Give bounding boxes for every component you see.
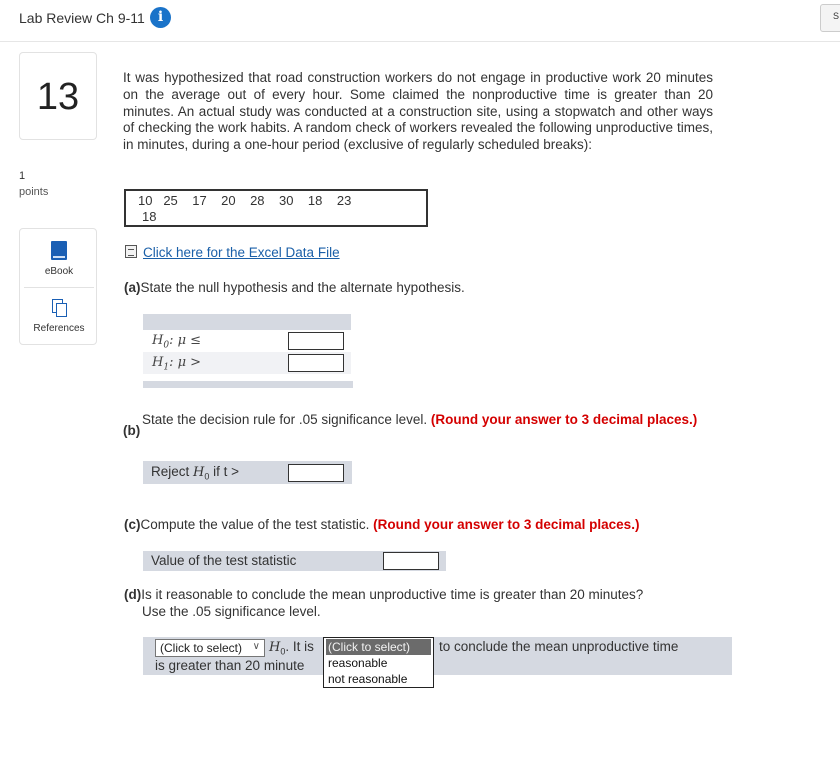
problem-text: It was hypothesized that road construction workers do not engage in productive work 20 minutes on the average out of every hour. Some claimed the nonproductive time is greater than 20 minutes. An actual study was conducted at a construction site, using a stopwatch and other ways of checking the work habits. A random check of workers revealed the following unproductive times, in minutes, during a one-hour period (exclusive of regularly scheduled breaks): [123, 70, 713, 153]
assignment-title: Lab Review Ch 9-11 [19, 10, 145, 26]
data-value: 23 [336, 193, 352, 208]
data-value: 17 [192, 193, 207, 208]
data-row-1 [138, 193, 351, 208]
dropdown-option-placeholder[interactable]: (Click to select) [326, 639, 431, 655]
part-c-rounding-note: (Round your answer to 3 decimal places.) [373, 517, 640, 532]
test-statistic-label: Value of the test statistic [151, 553, 297, 568]
reject-decision-value: (Click to select) [160, 641, 243, 655]
part-d-significance: Use the .05 significance level. [142, 604, 321, 619]
ebook-button[interactable] [20, 241, 98, 277]
table-header-bar [143, 314, 351, 330]
alternate-hypothesis-label: $H_1$: μ > [152, 355, 202, 373]
alternate-hypothesis-row [143, 352, 351, 374]
part-d-label: (d) [124, 587, 142, 602]
reasonable-dropdown-list[interactable] [323, 637, 434, 688]
part-a-text: State the null hypothesis and the alternate hypothesis. [140, 280, 465, 295]
copy-documents-icon [50, 298, 68, 317]
points-label: points [19, 186, 49, 198]
hypothesis-table [143, 314, 353, 388]
reject-decision-select[interactable] [155, 639, 265, 657]
data-value: 18 [307, 193, 323, 208]
part-b-label: (b) [123, 423, 141, 438]
part-c-text: Compute the value of the test statistic. [140, 517, 374, 532]
data-value: 10 [138, 193, 153, 208]
top-right-button[interactable]: S [820, 4, 840, 32]
data-value: 30 [279, 193, 294, 208]
table-footer-bar [143, 381, 353, 388]
part-d-question: Is it reasonable to conclude the mean unproductive time is greater than 20 minutes? [141, 587, 644, 602]
critical-value-input[interactable] [288, 464, 344, 482]
test-statistic-input[interactable] [383, 552, 439, 570]
excel-file-link[interactable] [125, 245, 340, 260]
data-table [124, 189, 428, 227]
conclusion-row [143, 637, 732, 675]
null-hypothesis-label: $H_0$: μ ≤ [152, 333, 202, 351]
null-hypothesis-row [143, 330, 351, 352]
part-b-prompt [142, 411, 714, 429]
part-a-prompt [124, 280, 465, 295]
conclusion-h0-text: $H_0$. It is [269, 639, 314, 657]
references-label: References [33, 323, 85, 334]
points-value: 1 [19, 170, 26, 182]
dropdown-option-not-reasonable[interactable]: not reasonable [328, 672, 408, 686]
part-d-prompt [124, 586, 724, 620]
chevron-down-icon: ∨ [252, 641, 260, 652]
null-hypothesis-input[interactable] [288, 332, 344, 350]
resources-panel [19, 228, 97, 345]
decision-rule-label: Reject $H_0$ if t > [151, 464, 240, 482]
test-statistic-row [143, 551, 446, 571]
part-b-text: State the decision rule for .05 significance level. [142, 412, 431, 427]
ebook-label: eBook [44, 266, 74, 277]
panel-divider [24, 287, 94, 288]
alternate-hypothesis-input[interactable] [288, 354, 344, 372]
dropdown-option-reasonable[interactable]: reasonable [328, 656, 388, 670]
question-number: 13 [19, 52, 97, 140]
decision-rule-row [143, 461, 352, 484]
top-bar [0, 0, 840, 42]
part-a-label: (a) [124, 280, 141, 295]
data-row-2 [142, 209, 156, 224]
data-value: 28 [250, 193, 265, 208]
excel-link-text[interactable]: Click here for the Excel Data File [143, 245, 340, 260]
data-value: 20 [221, 193, 236, 208]
data-value: 25 [163, 193, 178, 208]
conclusion-line2-text: is greater than 20 minute [155, 658, 305, 673]
part-c-prompt [124, 517, 639, 532]
data-value: 18 [142, 209, 157, 224]
references-button[interactable] [20, 298, 98, 334]
part-b-rounding-note: (Round your answer to 3 decimal places.) [430, 412, 698, 427]
book-icon [51, 241, 67, 260]
part-c-label: (c) [124, 517, 141, 532]
conclusion-tail-text: to conclude the mean unproductive time [439, 639, 679, 654]
document-icon [125, 245, 137, 258]
info-icon[interactable]: i [150, 7, 171, 28]
